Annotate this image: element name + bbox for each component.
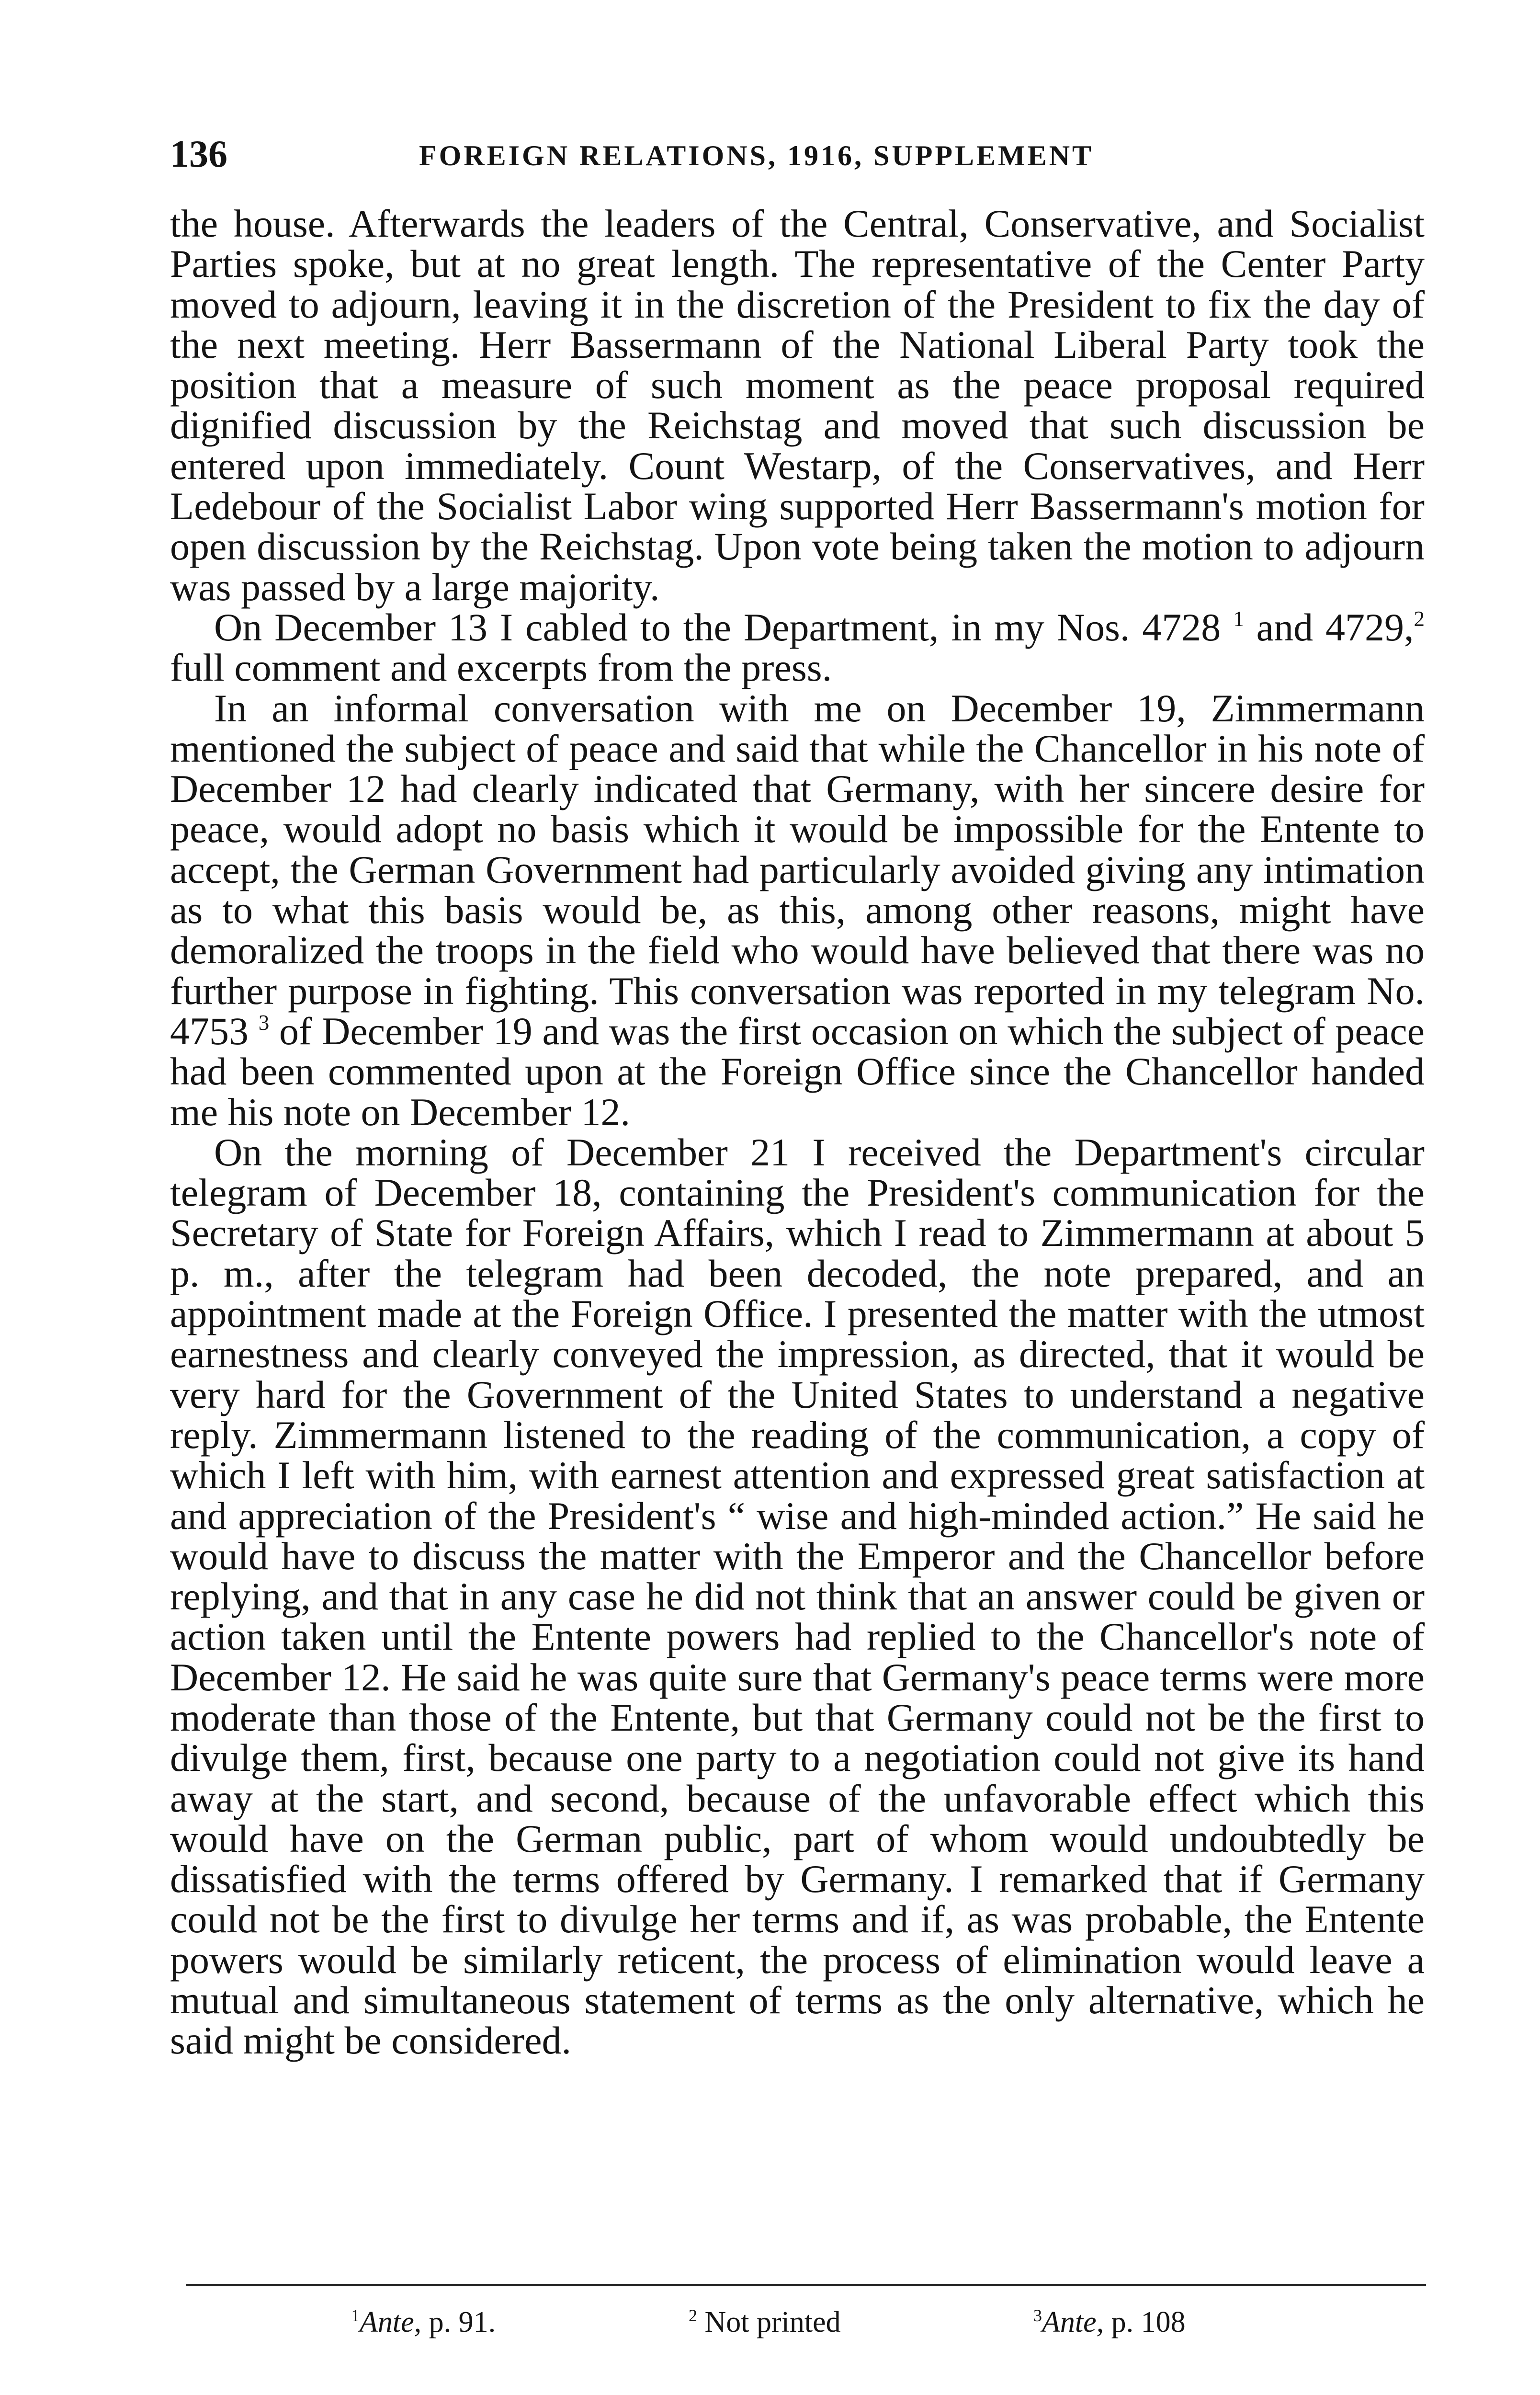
paragraph-text: full comment and excerpts from the press.: [170, 646, 832, 690]
footnote-reference: 2: [1414, 606, 1425, 631]
paragraph: [170, 688, 1425, 1132]
page-header: [170, 130, 1425, 178]
footnote: [1033, 2303, 1186, 2341]
paragraph-text: In an informal conversation with me on December 19, Zimmermann mentioned the subject of peace and said that while the Chancellor in his note of December 12 had clearly indicated that Germany, with her sincere desire for peace, would adopt no basis which it would be impossible for the Entente to accept, the German Government had particularly avoided giving any intimation as to what this basis would be, as this, among other reasons, might have demoralized the troops in the field who would have believed that there was no further purpose in fighting. This conversation was reported in my telegram No. 4753: [170, 686, 1425, 1053]
paragraph: On the morning of December 21 I received the Department's circular telegram of December 18, containing the President's communication for the Secretary of State for Foreign Affairs, which I read to Zimmermann at about 5 p. m., after the telegram had been decoded, the note prepared, and an appointment made at the Foreign Office. I presented the matter with the utmost earnestness and clearly conveyed the impression, as directed, that it would be very hard for the Government of the United States to understand a negative reply. Zimmermann listened to the reading of the communication, a copy of which I left with him, with earnest attention and expressed great satisfaction at and appreciation of the President's “ wise and high-minded action.” He said he would have to discuss the matter with the Emperor and the Chancellor before replying, and that in any case he did not think that an answer could be given or action taken until the Entente powers had replied to the Chancellor's note of December 12. He said he was quite sure that Germany's peace terms were more moderate than those of the Entente, but that Germany could not be the first to divulge them, first, because one party to a negotiation could not give its hand away at the start, and second, because of the unfavorable effect which this would have on the German public, part of whom would undoubtedly be dissatisfied with the terms offered by Germany. I remarked that if Germany could not be the first to divulge her terms and if, as was probable, the Entente powers would be similarly reticent, the process of elimination would leave a mutual and simultaneous statement of terms as the only alternative, which he said might be considered.: [170, 1130, 1425, 2063]
footnote-marker: 2: [689, 2306, 697, 2325]
footnote-reference: 1: [1233, 606, 1244, 631]
footnote: [351, 2303, 496, 2341]
paragraph: the house. Afterwards the leaders of the Central, Conservative, and Socialist Parties spoke, but at no great length. The representative of the Center Party moved to adjourn, leaving it in the discretion of the President to fix the day of the next meeting. Herr Bassermann of the National Liberal Party took the position that a measure of such moment as the peace proposal required dignified discussion by the Reichstag and moved that such discussion be entered upon immediately. Count Westarp, of the Conservatives, and Herr Ledebour of the Socialist Labor wing supported Herr Bassermann's motion for open discussion by the Reichstag. Upon vote being taken the motion to adjourn was passed by a large majority.: [170, 202, 1425, 609]
footnote-marker: 1: [351, 2306, 360, 2325]
paragraph-text: of December 19 and was the first occasion on which the subject of peace had been commented upon at the Foreign Office since the Chancellor handed me his note on December 12.: [170, 1009, 1425, 1134]
paragraph-text: and 4729,: [1244, 605, 1414, 649]
footnote-reference: 3: [258, 1010, 270, 1035]
footnotes: [186, 2303, 1426, 2341]
footnote-text: p. 91.: [421, 2306, 496, 2338]
footnote-text: Not printed: [697, 2306, 841, 2338]
paragraph-text: On December 13 I cabled to the Department, in my Nos. 4728: [214, 605, 1221, 649]
body-text: [170, 204, 1425, 2061]
footnote-italic: Ante,: [1042, 2306, 1104, 2338]
page-number: 136: [170, 133, 227, 175]
footnote-marker: 3: [1033, 2306, 1042, 2325]
paragraph: [170, 607, 1425, 688]
footnote-divider: [186, 2284, 1426, 2286]
running-title: FOREIGN RELATIONS, 1916, SUPPLEMENT: [419, 140, 1094, 171]
footnote-text: p. 108: [1104, 2306, 1186, 2338]
footnote-italic: Ante,: [360, 2306, 422, 2338]
footnote: [689, 2303, 841, 2341]
